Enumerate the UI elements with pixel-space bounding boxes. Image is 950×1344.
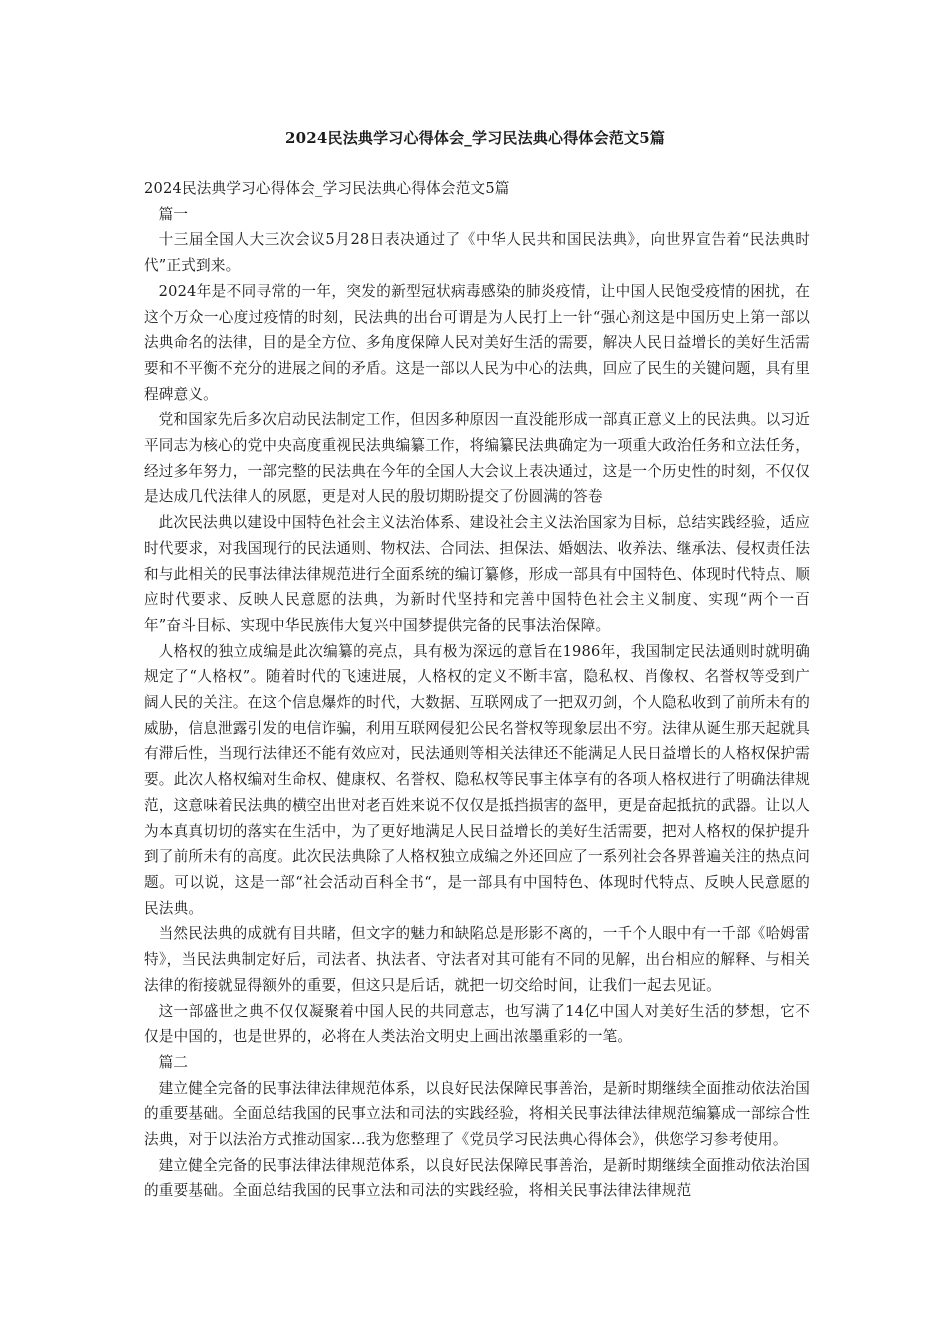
section-label-2: 篇二 (158, 1053, 189, 1071)
paragraph: 此次民法典以建设中国特色社会主义法治体系、建设社会主义法治国家为目标，总结实践经验，适应时代要求，对我国现行的民法通则、物权法、合同法、担保法、婚姻法、收养法、继承法、侵权责任法和与此相关的民事法律法律规范进行全面系统的编订纂修，形成一部具有中国特色、体现时代特点、顺应时代要求、反映人民意愿的法典，为新时代坚持和完善中国特色社会主义制度、实现“两个一百年”奋斗目标、实现中华民族伟大复兴中国梦提供完备的民事法治保障。 (144, 514, 810, 634)
paragraph: 建立健全完备的民事法律法律规范体系，以良好民法保障民事善治，是新时期继续全面推动依法治国的重要基础。全面总结我国的民事立法和司法的实践经验，将相关民事法律法律规范编纂成一部综合性法典，对于以法治方式推动国家…我为您整理了《党员学习民法典心得体会》，供您学习参考使用。 (144, 1079, 810, 1149)
paragraph: 这一部盛世之典不仅仅凝聚着中国人民的共同意志，也写满了14亿中国人对美好生活的梦想，它不仅是中国的，也是世界的，必将在人类法治文明史上画出浓墨重彩的一笔。 (144, 1002, 810, 1046)
paragraph: 党和国家先后多次启动民法制定工作，但因多种原因一直没能形成一部真正意义上的民法典。以习近平同志为核心的党中央高度重视民法典编纂工作，将编纂民法典确定为一项重大政治任务和立法任务，经过多年努力，一部完整的民法典在今年的全国人大会议上表决通过，这是一个历史性的时刻，不仅仅是达成几代法律人的夙愿，更是对人民的殷切期盼提交了份圆满的答卷 (144, 411, 810, 506)
paragraph: 建立健全完备的民事法律法律规范体系，以良好民法保障民事善治，是新时期继续全面推动依法治国的重要基础。全面总结我国的民事立法和司法的实践经验，将相关民事法律法律规范 (144, 1156, 810, 1200)
paragraph: 2024年是不同寻常的一年，突发的新型冠状病毒感染的肺炎疫情，让中国人民饱受疫情的困扰，在这个万众一心度过疫情的时刻，民法典的出台可谓是为人民打上一针“强心剂这是中国历史上第一部以法典命名的法律，目的是全方位、多角度保障人民对美好生活的需要，解决人民日益增长的美好生活需要和不平衡不充分的进展之间的矛盾。这是一部以人民为中心的法典，回应了民生的关键问题，具有里程碑意义。 (144, 282, 810, 403)
paragraph: 十三届全国人大三次会议5月28日表决通过了《中华人民共和国民法典》，向世界宣告着“民法典时代”正式到来。 (144, 231, 810, 275)
document-subtitle: 2024民法典学习心得体会_学习民法典心得体会范文5篇 (144, 180, 510, 197)
document-title: 2024民法典学习心得体会_学习民法典心得体会范文5篇 (284, 129, 666, 147)
section-label-1: 篇一 (158, 205, 189, 223)
document-body (144, 176, 810, 1204)
paragraph: 当然民法典的成就有目共睹，但文字的魅力和缺陷总是形影不离的，一千个人眼中有一千部《哈姆雷特》，当民法典制定好后，司法者、执法者、守法者对其可能有不同的见解，出台相应的解释、与相关法律的衔接就显得额外的重要，但这只是后话，就把一切交给时间，让我们一起去见证。 (144, 925, 810, 994)
paragraph: 人格权的独立成编是此次编纂的亮点，具有极为深远的意旨在1986年，我国制定民法通则时就明确规定了“人格权”。随着时代的飞速进展，人格权的定义不断丰富，隐私权、肖像权、名誉权等受到广阔人民的关注。在这个信息爆炸的时代，大数据、互联网成了一把双刃剑，个人隐私收到了前所未有的威胁，信息泄露引发的电信诈骗，利用互联网侵犯公民名誉权等现象层出不穷。法律从诞生那天起就具有滞后性，当现行法律还不能有效应对，民法通则等相关法律还不能满足人民日益增长的人格权保护需要。此次人格权编对生命权、健康权、名誉权、隐私权等民事主体享有的各项人格权进行了明确法律规范，这意味着民法典的横空出世对老百姓来说不仅仅是抵挡损害的盔甲，更是奋起抵抗的武器。让以人为本真真切切的落实在生活中，为了更好地满足人民日益增长的美好生活需要，把对人格权的保护提升到了前所未有的高度。此次民法典除了人格权独立成编之外还回应了一系列社会各界普遍关注的热点问题。可以说，这是一部“社会活动百科全书“，是一部具有中国特色、体现时代特点、反映人民意愿的民法典。 (144, 642, 810, 917)
